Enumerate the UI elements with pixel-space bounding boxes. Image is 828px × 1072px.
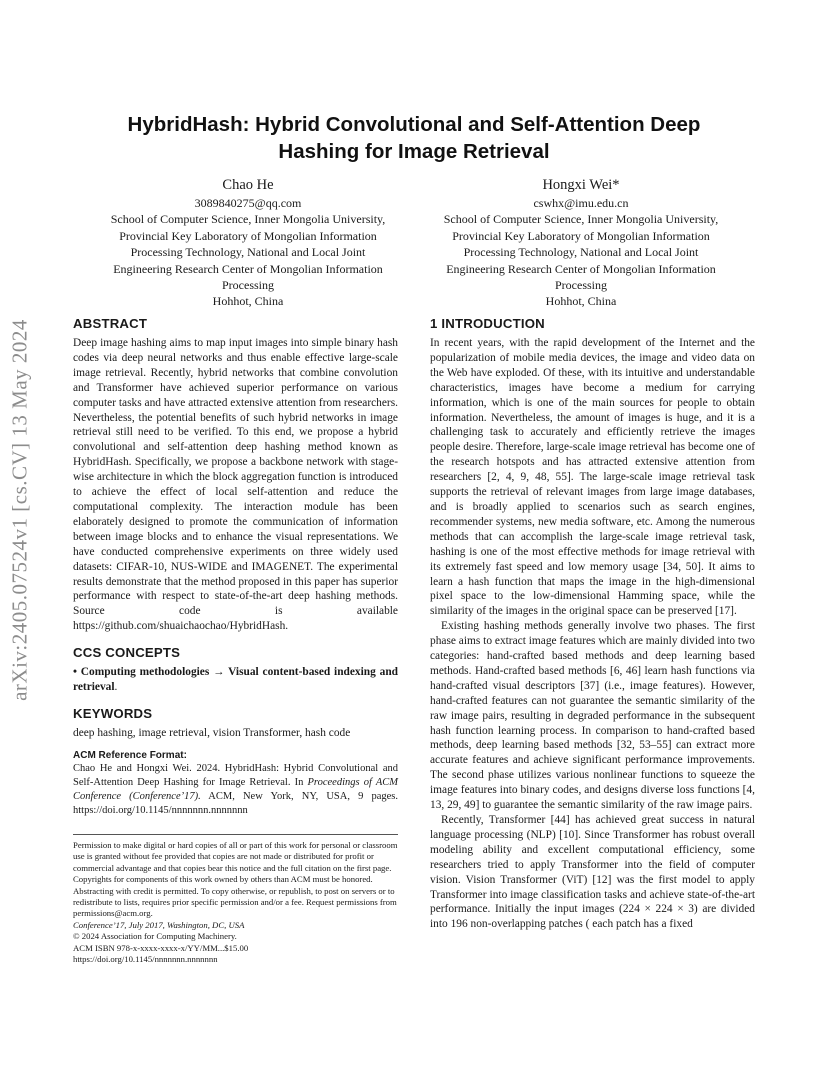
acm-reference-text bbox=[73, 762, 398, 818]
permission-footnote bbox=[73, 834, 398, 965]
affiliation-line: School of Computer Science, Inner Mongolia University, bbox=[443, 212, 719, 227]
isbn-line: ACM ISBN 978-x-xxxx-xxxx-x/YY/MM...$15.00 bbox=[73, 942, 249, 953]
affiliation-line: Provincial Key Laboratory of Mongolian Information bbox=[119, 228, 377, 243]
affiliation-line: Processing Technology, National and Local Joint bbox=[130, 245, 366, 260]
affiliation-line: Processing bbox=[222, 278, 274, 293]
affiliation-line: Hohhot, China bbox=[545, 294, 617, 309]
title-line-2: Hashing for Image Retrieval bbox=[278, 140, 550, 163]
affiliation-line: Provincial Key Laboratory of Mongolian Information bbox=[452, 228, 710, 243]
permission-text: Permission to make digital or hard copies of all or part of this work for personal or classroom use is granted without fee provided that copies are not made or distributed for profit or commercial advantage and that copies bear this notice and the full citation on the first page. Copyrights for components of this work owned by others than ACM must be honored. Abstracting with credit is permitted. To copy otherwise, or republish, to post on servers or to redistribute to lists, requires prior specific permission and/or a fee. Request permissions from permissions@acm.org. bbox=[73, 840, 398, 919]
acm-ref-venue: Proceedings of ACM Conference (Conference’17). bbox=[73, 776, 398, 802]
author-name: Chao He bbox=[222, 177, 274, 193]
ccs-tail: . bbox=[114, 681, 118, 694]
author-block-1 bbox=[78, 176, 418, 310]
arxiv-stamp-text: arXiv:2405.07524v1 [cs.CV] 13 May 2024 bbox=[7, 319, 32, 701]
doi-line: https://doi.org/10.1145/nnnnnnn.nnnnnnn bbox=[73, 954, 218, 965]
acm-ref-part1: Chao He and Hongxi Wei. 2024. HybridHash: Hybrid Convolutional and Self-Attention Deep Hashing for Image Retrieval. In bbox=[73, 762, 398, 788]
abstract-heading: ABSTRACT bbox=[73, 316, 148, 331]
conference-line: Conference’17, July 2017, Washington, DC, USA bbox=[73, 919, 245, 930]
acm-ref-part2: ACM, New York, NY, USA, 9 pages. https://doi.org/10.1145/nnnnnnn.nnnnnnn bbox=[73, 790, 398, 816]
author-email: 3089840275@qq.com bbox=[194, 196, 302, 210]
affiliation-line: Hohhot, China bbox=[212, 294, 284, 309]
affiliation-line: Processing bbox=[555, 278, 607, 293]
author-email: cswhx@imu.edu.cn bbox=[533, 196, 629, 210]
author-block-2 bbox=[411, 176, 751, 310]
title-line-1: HybridHash: Hybrid Convolutional and Self-Attention Deep bbox=[127, 113, 701, 136]
intro-paragraph-3: Recently, Transformer [44] has achieved great success in natural language processing (NLP) [10]. Since Transformer has robust overall modeling ability and excellent computational efficiency, some researchers tried to apply Transformer into the field of computer vision. Vision Transformer (ViT) [12] was the first model to apply Transformer into image classification tasks and achieve state-of-the-art performance. Initially the input images (224 × 224 × 3) are divided into 196 non-overlapping patches ( each patch has a fixed bbox=[430, 814, 755, 931]
keywords-heading: KEYWORDS bbox=[73, 705, 153, 721]
affiliation-line: Engineering Research Center of Mongolian Information bbox=[113, 261, 383, 276]
introduction-heading: 1 INTRODUCTION bbox=[430, 316, 545, 331]
copyright-line: © 2024 Association for Computing Machinery. bbox=[73, 931, 237, 942]
ccs-concept: • Computing methodologies → Visual content-based indexing and retrieval bbox=[73, 666, 398, 694]
intro-paragraph-2: Existing hashing methods generally involve two phases. The first phase aims to extract image features which are mainly divided into two categories: hand-crafted based methods and deep learning based methods. Hand-crafted based methods [6, 46] learn hash functions via hand-crafted visual descriptors [37] (i.e., image features). However, hand-crafted features can not guarantee the semantic similarity of the raw image pairs, resulting in degraded performance in the subsequent hash function learning process. In comparison to hand-crafted based methods, deep learning based methods [32, 53–55] can extract more accurate features and achieve significant performance improvements. The second phase utilizes various nonlinear functions to squeeze the image features into binary codes, and designs diverse loss functions [4, 13, 29, 49] to guarantee the semantic similarity of the raw image pairs. bbox=[430, 620, 755, 812]
intro-paragraph-1: In recent years, with the rapid development of the Internet and the popularization of mobile media devices, the image and video data on the Web have exploded. Of these, with its intuitive and understandable characteristics, images have become a medium for carrying information, which is one of the main sources for people to obtain information. Nevertheless, the amount of images is huge, and it is a challenging task to accurately and efficiently retrieve the images people desire. Therefore, large-scale image retrieval has become one of the research hotspots and has attracted extensive attention from researchers [2, 4, 9, 48, 55]. The large-scale image retrieval task supports the retrieval of relevant images from large image databases, and is broadly applied to scenarios such as search engines, recommender systems, new media software, etc. Among the numerous methods that can accomplish the large-scale image retrieval task, hashing is one of the most effective methods for image retrieval with its extremely fast speed and low memory usage [34, 50]. It aims to learn a hash function that maps the image in the high-dimensional pixel space to the low-dimensional Hamming space, while the similarity of the images in the original space can be preserved [17]. bbox=[430, 337, 755, 618]
keywords-text: deep hashing, image retrieval, vision Transformer, hash code bbox=[73, 726, 351, 739]
paper-title bbox=[70, 111, 758, 165]
acm-reference-heading: ACM Reference Format: bbox=[73, 749, 187, 761]
affiliation-line: Engineering Research Center of Mongolian Information bbox=[446, 261, 716, 276]
left-column bbox=[73, 315, 398, 818]
ccs-text bbox=[73, 665, 398, 695]
ccs-heading: CCS CONCEPTS bbox=[73, 645, 181, 661]
right-column bbox=[430, 315, 755, 932]
abstract-text: Deep image hashing aims to map input images into simple binary hash codes via deep neural networks and thus enable effective large-scale image retrieval. Recently, hybrid networks that combine convolution and Transformer have achieved superior performance on various computer tasks and have attracted extensive attention from researchers. Nevertheless, the potential benefits of such hybrid networks in image retrieval still need to be verified. To this end, we propose a hybrid convolutional and self-attention deep hashing method known as HybridHash. Specifically, we propose a backbone network with stage-wise architecture in which the block aggregation function is introduced to achieve the effect of local self-attention and reduce the computational complexity. The interaction module has been elaborately designed to promote the communication of information between image blocks and to enhance the visual representations. We have conducted comprehensive experiments on three widely used datasets: CIFAR-10, NUS-WIDE and IMAGENET. The experimental results demonstrate that the method proposed in this paper has superior performance with respect to state-of-the-art deep hashing methods. Source code is available https://github.com/shuaichaochao/HybridHash. bbox=[73, 337, 398, 633]
author-name: Hongxi Wei* bbox=[542, 177, 620, 193]
affiliation-line: Processing Technology, National and Local Joint bbox=[463, 245, 699, 260]
affiliation-line: School of Computer Science, Inner Mongolia University, bbox=[110, 212, 386, 227]
